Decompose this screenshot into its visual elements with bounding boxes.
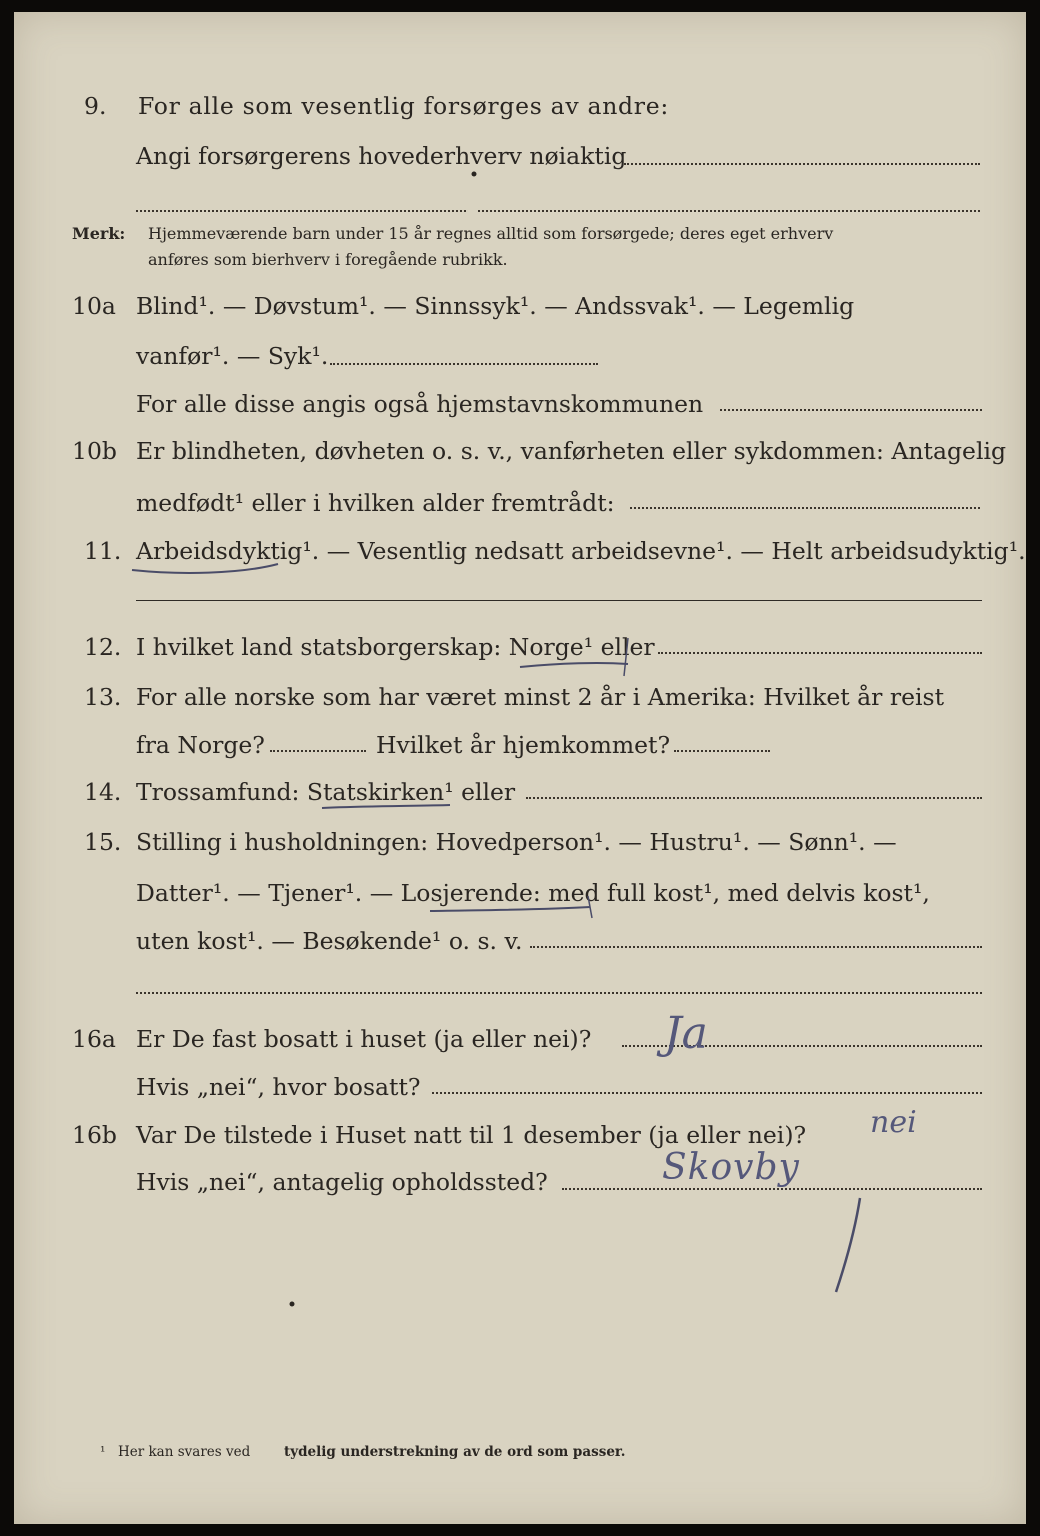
q13-number: 13. bbox=[84, 683, 122, 711]
q9-answer-line-2b[interactable] bbox=[478, 210, 980, 212]
q9-answer-line[interactable] bbox=[624, 163, 980, 165]
q13-reist-line[interactable] bbox=[270, 750, 366, 752]
q15-number: 15. bbox=[84, 828, 122, 856]
q10a-text-line1: Blind¹. — Døvstum¹. — Sinnssyk¹. — Andssvak¹. — Legemlig bbox=[136, 292, 855, 320]
q12-number: 12. bbox=[84, 633, 122, 661]
q10a-text-line3: For alle disse angis også hjemstavnskommunen bbox=[136, 390, 704, 418]
q10b-answer-line[interactable] bbox=[630, 507, 980, 509]
q14-text-line1: Trossamfund: Statskirken¹ eller bbox=[136, 778, 516, 806]
q11-number: 11. bbox=[84, 537, 122, 565]
q10a-text-line2: vanfør¹. — Syk¹. bbox=[136, 342, 329, 370]
q14-answer-line[interactable] bbox=[526, 797, 982, 799]
footnote-text: Her kan svares ved bbox=[118, 1444, 251, 1460]
q16b-number: 16b bbox=[72, 1121, 117, 1149]
q16b-text-line1: Var De tilstede i Huset natt til 1 desember (ja eller nei)? bbox=[136, 1121, 807, 1149]
note-line1: Hjemmeværende barn under 15 år regnes alltid som forsørgede; deres eget erhverv bbox=[148, 224, 834, 243]
q16a-number: 16a bbox=[72, 1025, 116, 1053]
q12-text-line1: I hvilket land statsborgerskap: Norge¹ eller bbox=[136, 633, 655, 661]
q15-text-line2: Datter¹. — Tjener¹. — Losjerende: med full kost¹, med delvis kost¹, bbox=[136, 879, 930, 907]
q9-text-line1: For alle som vesentlig forsørges av andre: bbox=[138, 92, 669, 120]
q15-answer-line[interactable] bbox=[530, 946, 982, 948]
q16a-text-line2: Hvis „nei“, hvor bosatt? bbox=[136, 1073, 421, 1101]
q16a-bosatt-line[interactable] bbox=[432, 1092, 982, 1094]
q10b-text-line1: Er blindheten, døvheten o. s. v., vanførheten eller sykdommen: Antagelig bbox=[136, 437, 1007, 465]
q9-text-line2: Angi forsørgerens hovederhverv nøiaktig bbox=[136, 142, 627, 170]
q13-text-line2b: Hvilket år hjemkommet? bbox=[376, 731, 671, 759]
q10a-hjemstavn-line[interactable] bbox=[720, 409, 982, 411]
q16b-handwritten-answer: nei bbox=[870, 1105, 917, 1140]
footnote-text-bold: tydelig understrekning av de ord som passer. bbox=[284, 1444, 626, 1460]
q15-answer-line-2[interactable] bbox=[136, 992, 982, 994]
q9-answer-line-2a[interactable] bbox=[136, 210, 466, 212]
q16b-opholdssted-line[interactable] bbox=[562, 1188, 982, 1190]
note-line2: anføres som bierhverv i foregående rubrikk. bbox=[148, 250, 508, 269]
q13-hjemkommet-line[interactable] bbox=[674, 750, 770, 752]
q16b-handwritten-place: Skovby bbox=[662, 1147, 800, 1188]
q15-text-line3: uten kost¹. — Besøkende¹ o. s. v. bbox=[136, 927, 523, 955]
q10a-number: 10a bbox=[72, 292, 116, 320]
q10b-text-line2: medfødt¹ eller i hvilken alder fremtrådt: bbox=[136, 489, 615, 517]
q9-number: 9. bbox=[84, 92, 107, 120]
q11-answer-line[interactable] bbox=[136, 600, 982, 601]
q12-answer-line[interactable] bbox=[658, 652, 982, 654]
q14-number: 14. bbox=[84, 778, 122, 806]
q16a-text-line1: Er De fast bosatt i huset (ja eller nei)? bbox=[136, 1025, 592, 1053]
note-label: Merk: bbox=[72, 224, 126, 243]
footnote-mark: ¹ bbox=[100, 1444, 106, 1460]
q16a-handwritten-answer: Ja bbox=[664, 1008, 708, 1059]
q16b-text-line2: Hvis „nei“, antagelig opholdssted? bbox=[136, 1168, 548, 1196]
q10b-number: 10b bbox=[72, 437, 117, 465]
q15-text-line1: Stilling i husholdningen: Hovedperson¹. — Hustru¹. — Sønn¹. — bbox=[136, 828, 897, 856]
q13-text-line2a: fra Norge? bbox=[136, 731, 265, 759]
q13-text-line1: For alle norske som har været minst 2 år i Amerika: Hvilket år reist bbox=[136, 683, 945, 711]
q11-text-line1: Arbeidsdyktig¹. — Vesentlig nedsatt arbeidsevne¹. — Helt arbeidsudyktig¹. bbox=[136, 537, 1026, 565]
q10a-answer-line[interactable] bbox=[330, 363, 598, 365]
